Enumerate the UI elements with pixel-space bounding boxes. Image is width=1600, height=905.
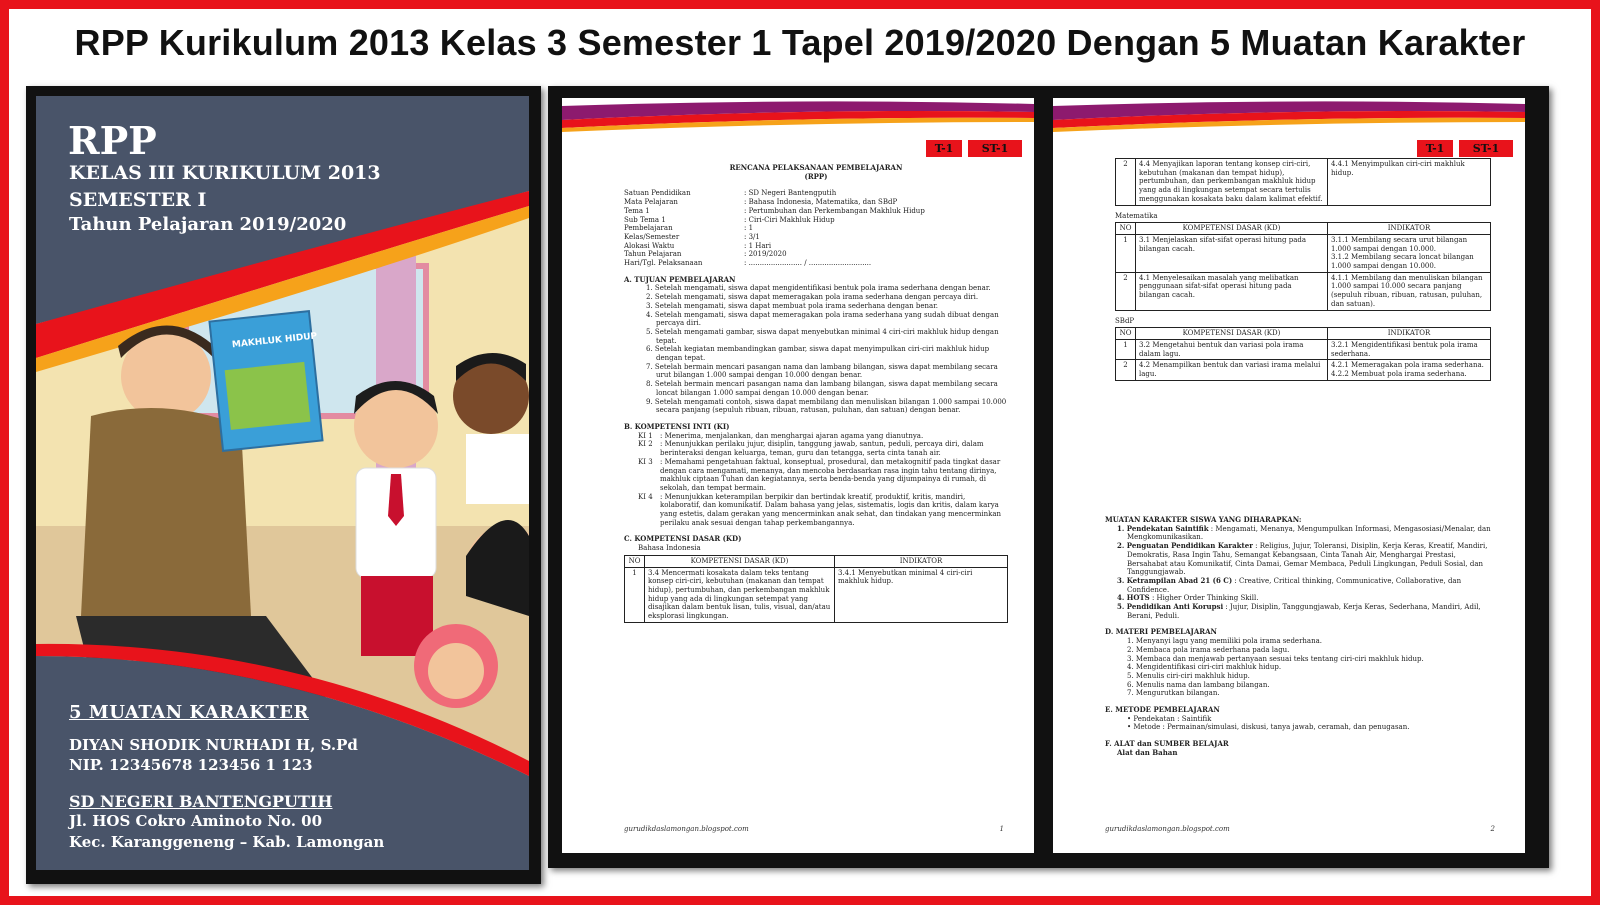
page-header-band xyxy=(1053,98,1525,138)
document-page-2 xyxy=(1053,98,1525,853)
cover-image xyxy=(26,86,541,884)
document-page-1 xyxy=(562,98,1034,853)
cover-author: DIYAN SHODIK NURHADI H, S.Pd xyxy=(69,736,358,754)
muatan-title: MUATAN KARAKTER SISWA YANG DIHARAPKAN: xyxy=(1105,515,1302,524)
alat-label: Alat dan Bahan xyxy=(1117,747,1178,757)
svg-text:MAKHLUK HIDUP: MAKHLUK HIDUP xyxy=(231,331,318,351)
cover-muatan: 5 MUATAN KARAKTER xyxy=(69,702,309,723)
cover-nip: NIP. 12345678 123456 1 123 xyxy=(69,756,313,774)
page-header-band xyxy=(562,98,1034,138)
cover-tahun: Tahun Pelajaran 2019/2020 xyxy=(69,214,347,235)
banner-title: RPP Kurikulum 2013 Kelas 3 Semester 1 Tapel 2019/2020 Dengan 5 Muatan Karakter xyxy=(74,22,1526,63)
sbdp-label: SBdP xyxy=(1115,316,1135,325)
tag-t1: T-1 xyxy=(1417,140,1453,157)
section-b-title: B. KOMPETENSI INTI (KI) xyxy=(624,421,730,431)
meta-list: Satuan Pendidikan : SD Negeri Bantengputih Mata Pelajaran : Bahasa Indonesia, Matematika, dan SBdP Tema 1 : Pertumbuhan dan Perkembangan Makhluk Hidup Sub Tema 1 : Ciri-Ciri Makhluk Hidup Pembelajaran : 1 Kelas/Semester : 3/1 Alokasi Waktu : 1 Hari Tahun Pelajaran : 2019/2020 Hari/Tgl. Pelaksanaan : ........................ / ............................ xyxy=(624,189,925,268)
section-e-title: E. METODE PEMBELAJARAN xyxy=(1105,705,1220,715)
page1-body xyxy=(624,164,1008,623)
tujuan-list: 1. Setelah mengamati, siswa dapat mengidentifikasi bentuk pola irama sederhana dengan benar. 2. Setelah mengamati, siswa dapat memeragakan pola irama sederhana dengan percaya diri. 3. Setelah mengamati, siswa dapat membuat pola irama sederhana dengan benar. 4. Setelah mengamati, siswa dapat memeragakan pola irama sederhana yang sudah dibuat dengan percaya diri. 5. Setelah mengamati gambar, siswa dapat menyebutkan minimal 4 ciri-ciri makhluk hidup dengan tepat. 6. Setelah kegiatan membandingkan gambar, siswa dapat menyimpulkan ciri-ciri makhluk hidup dengan tepat. 7. Setelah bermain mencari pasangan nama dan lambang bilangan, siswa dapat membilang secara urut bilangan 1.000 sampai dengan 10.000 dengan benar. 8. Setelah bermain mencari pasangan nama dan lambang bilangan, siswa dapat membilang secara loncat bilangan 1.000 sampai dengan 10.000 dengan benar. 9. Setelah mengamati contoh, siswa dapat membilang dan menuliskan bilangan 1.000 sampai 10.000 secara panjang (sepuluh ribuan, ribuan, ratusan, puluhan, dan satuan) dengan benar. xyxy=(646,284,1007,415)
cover-semester: SEMESTER I xyxy=(69,189,207,211)
footer-site: gurudikdaslamongan.blogspot.com xyxy=(624,825,749,833)
cover-page xyxy=(36,96,529,870)
section-c-title: C. KOMPETENSI DASAR (KD) xyxy=(624,534,742,544)
cover-address1: Jl. HOS Cokro Aminoto No. 00 xyxy=(69,812,323,830)
muatan-list: 1. Pendekatan Saintifik : Mengamati, Menanya, Mengumpulkan Informasi, Mengasosiasi/Menalar, dan Mengkomunikasikan. 2. Penguatan Pendidikan Karakter : Religius, Jujur, Toleransi, Disiplin, Kerja Keras, Kreatif, Mandiri, Demokratis, Rasa Ingin Tahu, Semangat Kebangsaan, Cinta Tanah Air, Menghargai Prestasi, Bersahabat atau Komunikatif, Cinta Damai, Gemar Membaca, Peduli Lingkungan, Peduli Sosial, dan Tanggungjawab. 3. Ketrampilan Abad 21 (6 C) : Creative, Critical thinking, Communicative, Collaborative, dan Confidence. 4. HOTS : Higher Order Thinking Skill. 5. Pendidikan Anti Korupsi : Jujur, Disiplin, Tanggungjawab, Kerja Keras, Sederhana, Mandiri, Adil, Berani, Peduli. xyxy=(1117,523,1491,620)
cover-address2: Kec. Karanggeneng – Kab. Lamongan xyxy=(69,833,385,851)
metode-list: • Pendekatan : Saintifik • Metode : Permainan/simulasi, diskusi, tanya jawab, ceramah, dan penugasan. xyxy=(1127,714,1410,732)
materi-list: 1. Menyanyi lagu yang memiliki pola irama sederhana. 2. Membaca pola irama sederhana pada lagu. 3. Membaca dan menjawab pertanyaan sesuai teks tentang ciri-ciri makhluk hidup. 4. Mengidentifikasi ciri-ciri makhluk hidup. 5. Menulis ciri-ciri makhluk hidup. 6. Menulis nama dan lambang bilangan. 7. Mengurutkan bilangan. xyxy=(1127,637,1424,698)
cover-school: SD NEGERI BANTENGPUTIH xyxy=(69,792,333,811)
footer-page-number: 1 xyxy=(999,825,1004,833)
footer-site: gurudikdaslamongan.blogspot.com xyxy=(1105,825,1230,833)
ki-list: KI 1 : Menerima, menjalankan, dan menghargai ajaran agama yang dianutnya. KI 2 : Menunjukkan perilaku jujur, disiplin, tanggung jawab, santun, peduli, percaya diri, dalam berinteraksi dengan keluarga, teman, guru dan tetangga, serta cinta tanah air. KI 3 : Memahami pengetahuan faktual, konseptual, prosedural, dan metakognitif pada tingkat dasar dengan cara mengamati, menanya, dan mencoba berdasarkan rasa ingin tahu tentang dirinya, makhluk ciptaan Tuhan dan kegiatannya, serta benda-benda yang dijumpainya di rumah, di sekolah, dan tempat bermain. KI 4 : Menunjukkan keterampilan berpikir dan bertindak kreatif, produktif, kritis, mandiri, kolaboratif, dan komunikatif. Dalam bahasa yang jelas, sistematis, logis dan kritis, dalam karya yang estetis, dalam gerakan yang mencerminkan anak sehat, dan tindakan yang mencerminkan perilaku anak sesuai dengan tahap perkembangannya. xyxy=(638,431,1002,527)
matematika-label: Matematika xyxy=(1115,211,1158,220)
table-row: 1 3.4 Mencermati kosakata dalam teks tentang konsep ciri-ciri, kebutuhan (makanan dan tempat hidup), pertumbuhan, dan perkembangan makhluk hidup yang ada di lingkungan setempat yang disajikan dalam bentuk lisan, tulis, visual, dan/atau eksplorasi lingkungan. 3.4.1 Menyebutkan minimal 4 ciri-ciri makhluk hidup. xyxy=(625,567,1008,622)
table-row: 2 4.2 Menampilkan bentuk dan variasi irama melalui lagu. 4.2.1 Memeragakan pola irama sederhana. 4.2.2 Membuat pola irama sederhana. xyxy=(1116,360,1491,380)
tag-st1: ST-1 xyxy=(1459,140,1513,157)
tag-st1: ST-1 xyxy=(968,140,1022,157)
cover-kelas: KELAS III KURIKULUM 2013 xyxy=(69,162,381,184)
kd-table-bahasa: NO KOMPETENSI DASAR (KD) INDIKATOR 1 3.4 Mencermati kosakata dalam teks tentang konsep ciri-ciri, kebutuhan (makanan dan tempat hidup), pertumbuhan, dan perkembangan makhluk hidup yang ada di lingkungan setempat yang disajikan dalam bentuk lisan, tulis, visual, dan/atau eksplorasi lingkungan. 3.4.1 Menyebutkan minimal 4 ciri-ciri makhluk hidup. xyxy=(624,555,1008,623)
page2-body xyxy=(1115,158,1491,381)
table-row: 2 4.4 Menyajikan laporan tentang konsep ciri-ciri, kebutuhan (makanan dan tempat hidup), pertumbuhan, dan perkembangan makhluk hidup yang ada di lingkungan setempat secara tertulis menggunakan kosakata baku dalam kalimat efektif. 4.4.1 Menyimpulkan ciri-ciri makhluk hidup. xyxy=(1116,159,1491,206)
section-a-title: A. TUJUAN PEMBELAJARAN xyxy=(624,274,736,284)
section-d-title: D. MATERI PEMBELAJARAN xyxy=(1105,627,1217,637)
section-f-title: F. ALAT dan SUMBER BELAJAR xyxy=(1105,739,1229,749)
subject-label: Bahasa Indonesia xyxy=(638,544,701,553)
cover-rpp: RPP xyxy=(68,118,157,163)
footer-page-number: 2 xyxy=(1490,825,1495,833)
table-row: 1 3.1 Menjelaskan sifat-sifat operasi hitung pada bilangan cacah. 3.1.1 Membilang secara urut bilangan 1.000 sampai dengan 10.000. 3.1.2 Membilang secara loncat bilangan 1.000 sampai dengan 10.000. xyxy=(1116,234,1491,272)
table-row: 1 3.2 Mengetahui bentuk dan variasi pola irama dalam lagu. 3.2.1 Mengidentifikasi bentuk pola irama sederhana. xyxy=(1116,339,1491,359)
table-row: 2 4.1 Menyelesaikan masalah yang melibatkan penggunaan sifat-sifat operasi hitung pada bilangan cacah. 4.1.1 Membilang dan menuliskan bilangan 1.000 sampai 10.000 secara panjang (sepuluh ribuan, ribuan, ratusan, puluhan, dan satuan). xyxy=(1116,272,1491,310)
page2-lower xyxy=(1105,516,1491,758)
tag-t1: T-1 xyxy=(926,140,962,157)
kd-table-sbdp: NO KOMPETENSI DASAR (KD) INDIKATOR 1 3.2 Mengetahui bentuk dan variasi pola irama dalam lagu. 3.2.1 Mengidentifikasi bentuk pola irama sederhana. 2 4.2 Menampilkan bentuk dan variasi irama melalui lagu. 4.2.1 Memeragakan pola irama sederhana. 4.2.2 Membuat pola irama sederhana. xyxy=(1115,327,1491,381)
document-preview xyxy=(548,86,1549,868)
kd-table-matematika: NO KOMPETENSI DASAR (KD) INDIKATOR 1 3.1 Menjelaskan sifat-sifat operasi hitung pada bilangan cacah. 3.1.1 Membilang secara urut bilangan 1.000 sampai dengan 10.000. 3.1.2 Membilang secara loncat bilangan 1.000 sampai dengan 10.000. 2 4.1 Menyelesaikan masalah yang melibatkan penggunaan sifat-sifat operasi hitung pada bilangan cacah. 4.1.1 Membilang dan menuliskan bilangan 1.000 sampai 10.000 secara panjang (sepuluh ribuan, ribuan, ratusan, puluhan, dan satuan). xyxy=(1115,222,1491,310)
doc-heading-sub: (RPP) xyxy=(804,171,828,181)
kd-table-bahasa-cont xyxy=(1115,158,1491,206)
doc-heading: RENCANA PELAKSANAAN PEMBELAJARAN xyxy=(729,163,903,172)
